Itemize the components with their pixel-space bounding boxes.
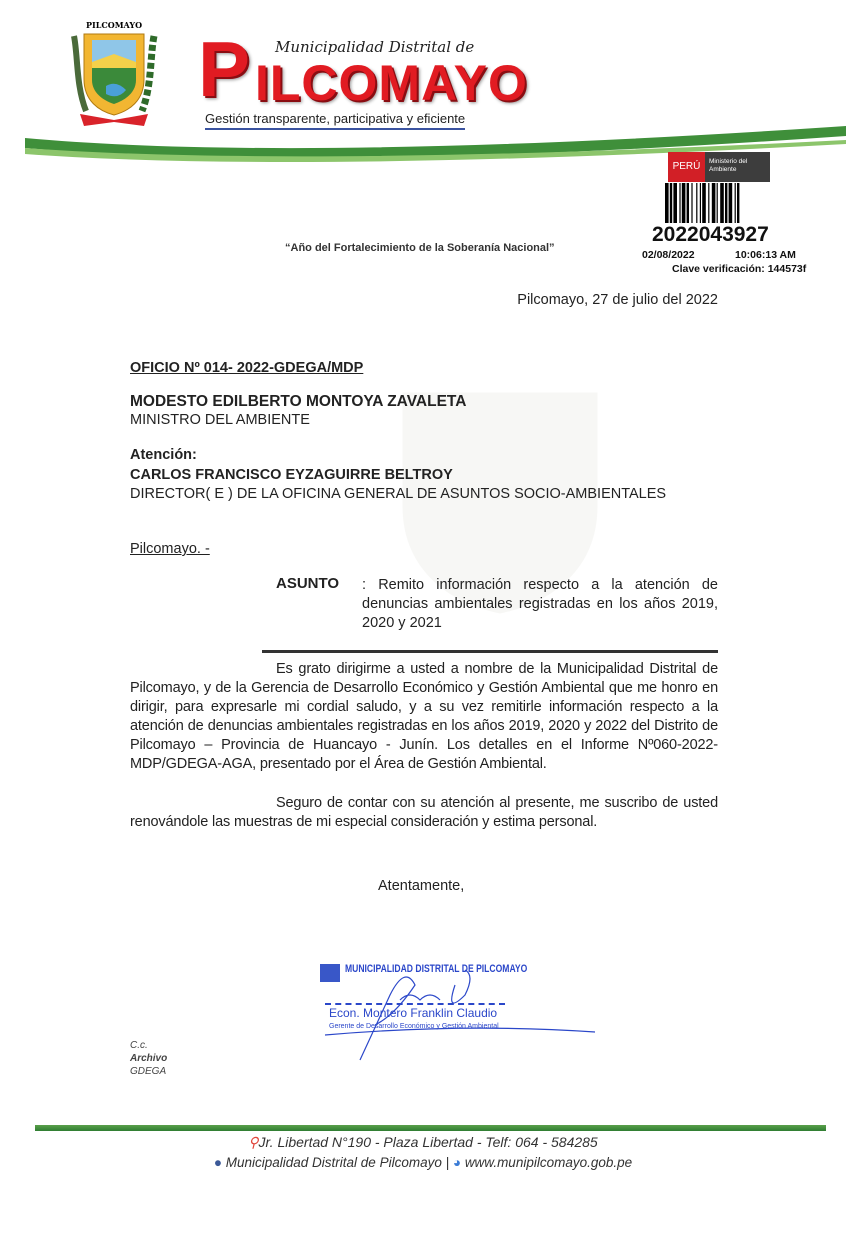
body-paragraph: Seguro de contar con su atención al presente, me suscribo de usted renovándole las muestras de mi especial consideración y estima personal.: [130, 795, 718, 830]
peru-badge: PERÚ: [668, 152, 705, 182]
barcode-bar: [712, 183, 716, 223]
year-motto: “Año del Fortalecimiento de la Soberanía Nacional”: [285, 242, 555, 254]
footer-facebook[interactable]: Municipalidad Distrital de Pilcomayo: [225, 1155, 442, 1170]
barcode-bar: [737, 183, 739, 223]
barcode-bar: [702, 183, 706, 223]
barcode-bar: [696, 183, 697, 223]
attention-name: CARLOS FRANCISCO EYZAGUIRRE BELTROY: [130, 467, 453, 483]
attention-title: DIRECTOR( E ) DE LA OFICINA GENERAL DE ASUNTOS SOCIO-AMBIENTALES: [130, 486, 667, 502]
cc-label: C.c.: [130, 1040, 148, 1051]
registration-date: 02/08/2022: [642, 249, 695, 261]
subject-divider: [262, 650, 718, 653]
barcode-bar: [682, 183, 686, 223]
municipality-prefix: Municipalidad Distrital de: [275, 38, 475, 56]
cc-item: GDEGA: [130, 1066, 167, 1077]
footer-address: Jr. Libertad N°190 - Plaza Libertad - Telf: 064 - 584285: [258, 1134, 598, 1150]
cc-item: Archivo: [130, 1053, 168, 1064]
footer-divider: [35, 1125, 826, 1131]
municipality-name-initial: P: [198, 25, 251, 113]
barcode-bar: [700, 183, 701, 223]
location-pin-icon: ⚲: [248, 1134, 259, 1150]
closing: Atentamente,: [378, 878, 465, 894]
signer-position: Gerente de Desarrollo Económico y Gestión Ambiental: [329, 1023, 499, 1030]
verification-key: Clave verificación: 144573f: [672, 263, 807, 275]
city-salutation: Pilcomayo. -: [130, 541, 210, 557]
stamp-institution: MUNICIPALIDAD DISTRITAL DE PILCOMAYO: [345, 963, 528, 975]
barcode-bar: [717, 183, 718, 223]
handwritten-signature: [315, 955, 615, 1070]
attention-label: Atención:: [130, 447, 197, 463]
barcode-bar: [708, 183, 709, 223]
place-date: Pilcomayo, 27 de julio del 2022: [517, 292, 718, 308]
barcode: [665, 183, 785, 223]
recipient-title: MINISTRO DEL AMBIENTE: [130, 412, 310, 428]
barcode-bar: [720, 183, 724, 223]
barcode-bar: [729, 183, 733, 223]
slogan: Gestión transparente, participativa y eficiente: [205, 111, 465, 130]
barcode-bar: [679, 183, 680, 223]
registration-time: 10:06:13 AM: [735, 249, 796, 261]
footer-separator: |: [445, 1155, 450, 1170]
footer-website[interactable]: www.munipilcomayo.gob.pe: [464, 1155, 633, 1170]
barcode-bar: [691, 183, 692, 223]
municipal-crest-logo: [66, 16, 162, 130]
facebook-icon: ●: [213, 1155, 222, 1170]
footer-address-line: [0, 1134, 846, 1151]
barcode-bar: [725, 183, 727, 223]
ministry-badge: Ministerio del Ambiente: [705, 152, 770, 182]
registration-number: 2022043927: [652, 223, 769, 246]
signature-stamp: [315, 955, 615, 1070]
barcode-bar: [670, 183, 672, 223]
barcode-bar: [687, 183, 689, 223]
body-paragraph: Es grato dirigirme a usted a nombre de la Municipalidad Distrital de Pilcomayo, y de la Gerencia de Desarrollo Económico y Gestión Ambiental que me honro en dirigir, para expresarle mi cordial saludo, y a su vez remitirle información respecto a la atención de denuncias ambientales registradas en los años 2019, 2020 y 2022 del Distrito de Pilcomayo – Provincia de Huancayo - Junín. Los detalles en el Informe Nº060-2022-MDP/GDEGA-AGA, presentado por el Área de Gestión Ambiental.: [130, 661, 718, 772]
barcode-bar: [673, 183, 677, 223]
barcode-bar: [665, 183, 669, 223]
recipient-name: MODESTO EDILBERTO MONTOYA ZAVALETA: [130, 393, 467, 410]
barcode-bar: [735, 183, 736, 223]
municipality-name-rest: ILCOMAYO: [255, 55, 528, 111]
footer-contact-line: [0, 1154, 846, 1171]
document-reference: OFICIO Nº 014- 2022-GDEGA/MDP: [130, 360, 364, 376]
subject-label: ASUNTO: [276, 575, 340, 592]
crest-label: PILCOMAYO: [85, 20, 143, 30]
signer-name: Econ. Montero Franklin Claudio: [329, 1006, 498, 1020]
globe-icon: ◕: [452, 1155, 462, 1170]
subject-text: : Remito información respecto a la atención de denuncias ambientales registradas en los años 2019, 2020 y 2021: [362, 577, 718, 631]
